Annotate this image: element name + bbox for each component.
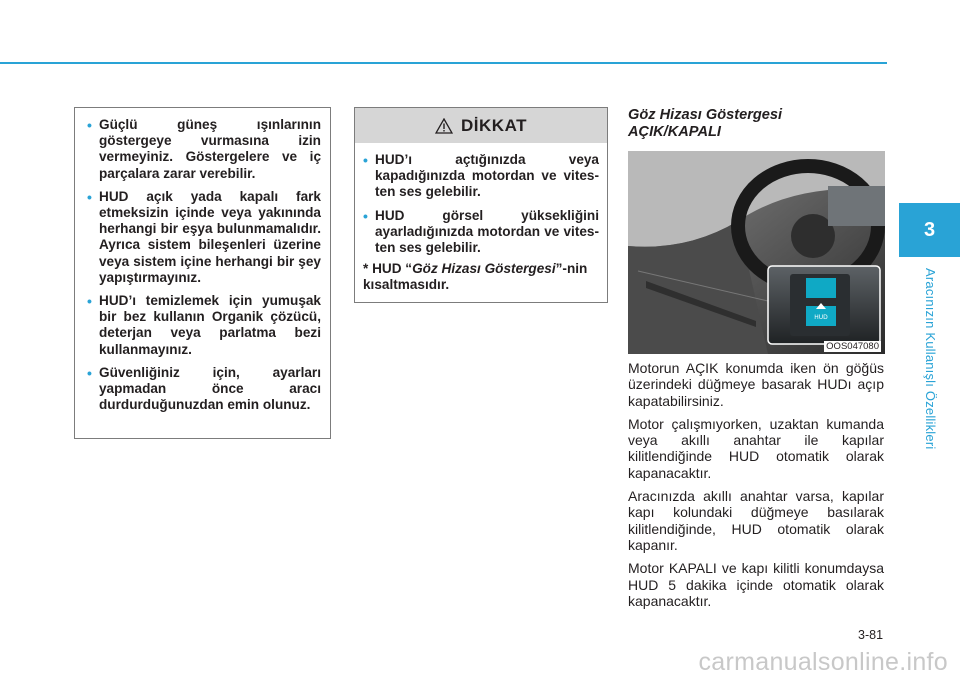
paragraph: Motor KAPALI ve kapı kilitli konumdaysa HUD 5 dakika içinde otomatik olarak kapanacaktır.: [628, 560, 884, 609]
list-item: • Güvenliğiniz için, ayarları yapmadan önce aracı durdurduğunuzdan emin olunuz.: [87, 364, 321, 413]
bullet-icon: •: [87, 188, 92, 205]
caution-box: [354, 107, 608, 303]
image-caption: OOS047080: [826, 341, 879, 352]
caution-header: [355, 108, 607, 143]
list-item: • Güçlü güneş ışınlarının göstergeye vurmasına izin vermeyiniz. Göstergelere ve iç parçalara zarar verebilir.: [87, 117, 321, 181]
list-item: • HUD görsel yüksekliğini ayarladığınızda motordan ve vites-ten ses gelebilir.: [363, 207, 599, 256]
paragraph: Aracınızda akıllı anahtar varsa, kapılar kapı kolundaki düğmeye basılarak kilitlendiğinde, HUD otomatik olarak kapanır.: [628, 488, 884, 553]
list-item: • HUD açık yada kapalı fark etmeksizin içinde veya yakınında herhangi bir eşya bulunmamalıdır. Ayrıca sistem bileşenleri üzerine veya sistem içine herhangi bir şey yapıştırmayınız.: [87, 188, 321, 285]
footnote: * HUD “Göz Hizası Göstergesi”-nin kısaltmasıdır.: [363, 261, 588, 293]
bullet-icon: •: [363, 152, 368, 168]
bullet-icon: •: [87, 117, 92, 133]
chapter-tab: [899, 203, 960, 257]
header-rule: [0, 62, 887, 64]
section-heading: Göz Hizası Göstergesi AÇIK/KAPALI: [628, 107, 783, 140]
list-item: • HUD’ı açtığınızda veya kapadığınızda motordan ve vites-ten ses gelebilir.: [363, 152, 599, 200]
bullet-icon: •: [87, 364, 92, 381]
page-number: 3-81: [858, 628, 884, 642]
chapter-title-vertical: Aracınızın Kullanışlı Özellikleri: [923, 268, 938, 450]
warning-list: [87, 117, 321, 413]
watermark-link[interactable]: carmanualsonline.info: [698, 648, 948, 676]
svg-text:HUD: HUD: [814, 314, 828, 321]
bullet-icon: •: [87, 293, 92, 310]
hud-button-illustration: [628, 151, 885, 354]
caution-title: DİKKAT: [461, 115, 527, 135]
paragraph: Motor çalışmıyorken, uzaktan kumanda veya akıllı anahtar ile kapılar kilitlendiğinde HUD otomatik olarak kapanacaktır.: [628, 415, 884, 481]
paragraph: Motorun AÇIK konumda iken ön göğüs üzerindeki düğmeye basarak HUDı açıp kapatabilirsiniz.: [628, 360, 884, 409]
caution-list: [363, 152, 599, 256]
warning-list-box: [74, 107, 331, 439]
bullet-icon: •: [363, 207, 368, 224]
body-text: [628, 360, 884, 616]
warning-triangle-icon: [435, 118, 453, 134]
list-item: • HUD’ı temizlemek için yumuşak bir bez kullanın Organik çözücü, deterjan veya parlatma bezi kullanmayınız.: [87, 293, 321, 357]
chapter-number: 3: [923, 218, 936, 241]
dashboard-photo: [628, 151, 885, 354]
